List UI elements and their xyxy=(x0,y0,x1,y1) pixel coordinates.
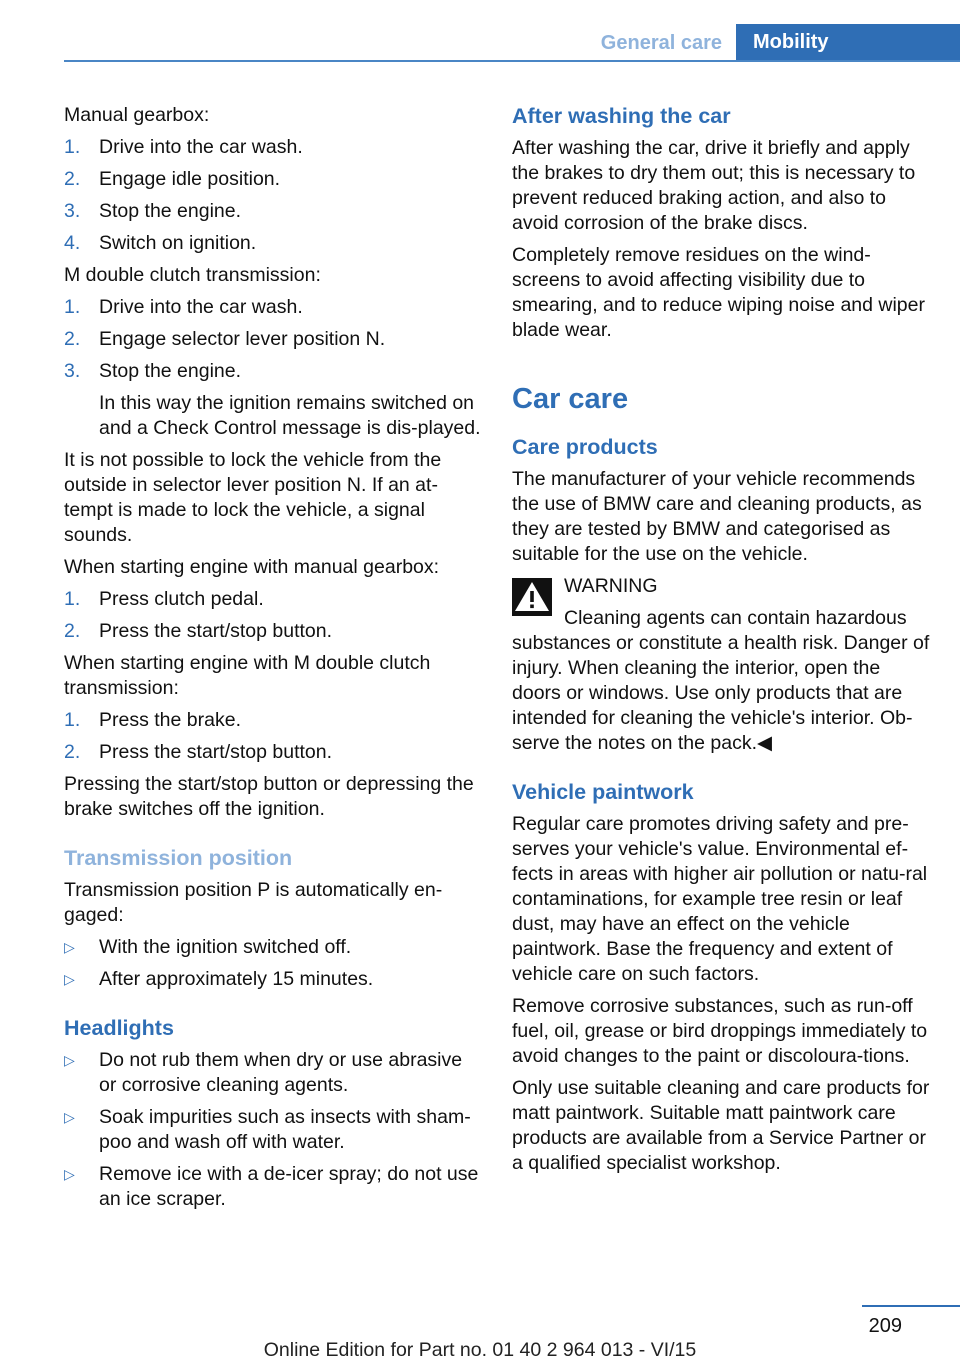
step-text: Engage idle position. xyxy=(99,168,281,190)
transmission-bullets xyxy=(64,935,484,992)
list-item xyxy=(64,935,484,960)
list-item xyxy=(64,1105,484,1155)
header-section-mobility: Mobility xyxy=(736,24,960,61)
start-manual-steps xyxy=(64,587,484,644)
step-text: Press the brake. xyxy=(99,709,241,731)
warning-text: substances or constitute a health risk. Danger of injury. When cleaning the interior, open the doors or windows. Use only products that are intended for cleaning the vehicle's interior. Ob-serve the notes on the pack.◀ xyxy=(512,632,930,754)
step-number: 2. xyxy=(64,620,81,642)
page-number: 209 xyxy=(868,1315,902,1337)
step-text: Engage selector lever position N. xyxy=(99,328,386,350)
lock-paragraph: It is not possible to lock the vehicle from the outside in selector lever position N. If an at-tempt is made to lock the vehicle, a signal sounds. xyxy=(64,449,442,546)
after-washing-paragraph-1: After washing the car, drive it briefly and apply the brakes to dry them out; this is necessary to prevent reduced braking action, and also to avoid corrosion of the brake discs. xyxy=(512,137,916,234)
paintwork-paragraph-3: Only use suitable cleaning and care products for matt paintwork. Suitable matt paintwork care products are available from a Service Partner or a qualified specialist workshop. xyxy=(512,1077,930,1174)
list-item xyxy=(64,167,484,192)
mdct-label: M double clutch transmission: xyxy=(64,264,321,286)
bullet-text: After approximately 15 minutes. xyxy=(99,968,374,990)
step-text: Stop the engine. xyxy=(99,200,242,222)
transmission-paragraph: Transmission position P is automatically en-gaged: xyxy=(64,879,443,926)
list-item xyxy=(64,1048,484,1098)
step-number: 2. xyxy=(64,328,81,350)
step-text: Press the start/stop button. xyxy=(99,741,333,763)
bullet-triangle-icon: ▷ xyxy=(64,1166,75,1182)
step-text: Stop the engine. xyxy=(99,360,242,382)
list-item xyxy=(64,231,484,256)
car-care-heading: Car care xyxy=(512,383,629,415)
step-text: Press clutch pedal. xyxy=(99,588,264,610)
list-item xyxy=(64,740,484,765)
step-number: 2. xyxy=(64,168,81,190)
warning-icon xyxy=(512,578,552,616)
list-item xyxy=(64,708,484,733)
bullet-triangle-icon: ▷ xyxy=(64,939,75,955)
warning-title: WARNING xyxy=(564,575,658,597)
start-mdct-label: When starting engine with M double clutch transmission: xyxy=(64,652,431,699)
footer-edition-text: Online Edition for Part no. 01 40 2 964 013 - VI/15 xyxy=(263,1339,697,1361)
transmission-position-heading: Transmission position xyxy=(64,846,293,870)
manual-gearbox-steps xyxy=(64,135,484,256)
start-mdct-steps xyxy=(64,708,484,765)
headlights-bullets xyxy=(64,1048,484,1212)
headlights-heading: Headlights xyxy=(64,1016,174,1040)
after-washing-paragraph-2: Completely remove residues on the wind-screens to avoid affecting visibility due to smearing, and to reduce wiping noise and wiper blade wear. xyxy=(512,244,925,341)
step-text: Switch on ignition. xyxy=(99,232,257,254)
step-text: Press the start/stop button. xyxy=(99,620,333,642)
vehicle-paintwork-heading: Vehicle paintwork xyxy=(512,780,694,804)
warning-text-first-line: Cleaning agents can contain hazardous xyxy=(564,607,907,629)
list-item xyxy=(64,199,484,224)
care-products-paragraph: The manufacturer of your vehicle recommends the use of BMW care and cleaning products, as they are tested by BMW and categorised as suitable for the use on the vehicle. xyxy=(512,468,922,565)
header-divider xyxy=(64,60,960,62)
paintwork-paragraph-1: Regular care promotes driving safety and pre-serves your vehicle's value. Environmental ef-fects in areas with higher air pollution or natu-ral contaminations, for example tree resin or leaf dust, may have an effect on the vehicle paintwork. Base the frequency and extent of vehicle care on such factors. xyxy=(512,813,928,985)
list-item xyxy=(64,327,484,352)
step-note: In this way the ignition remains switched on and a Check Control message is dis-played. xyxy=(99,392,481,439)
page-number-rule xyxy=(862,1305,960,1307)
start-manual-label: When starting engine with manual gearbox: xyxy=(64,556,440,578)
step-number: 1. xyxy=(64,588,81,610)
bullet-text: Remove ice with a de-icer spray; do not use an ice scraper. xyxy=(99,1163,479,1210)
step-number: 3. xyxy=(64,360,81,382)
pressing-paragraph: Pressing the start/stop button or depressing the brake switches off the ignition. xyxy=(64,773,474,820)
step-number: 2. xyxy=(64,741,81,763)
list-item xyxy=(64,1162,484,1212)
bullet-triangle-icon: ▷ xyxy=(64,1052,75,1068)
manual-gearbox-label: Manual gearbox: xyxy=(64,104,210,126)
step-number: 1. xyxy=(64,709,81,731)
right-column xyxy=(512,103,932,1183)
step-number: 1. xyxy=(64,296,81,318)
header-section-general-care: General care xyxy=(600,32,722,54)
paintwork-paragraph-2: Remove corrosive substances, such as run-off fuel, oil, grease or bird droppings immediately to avoid changes to the paint or discoloura-tions. xyxy=(512,995,928,1067)
left-column xyxy=(64,103,484,1219)
list-item xyxy=(64,359,484,441)
list-item xyxy=(64,967,484,992)
bullet-text: Soak impurities such as insects with sham-poo and wash off with water. xyxy=(99,1106,471,1153)
step-number: 1. xyxy=(64,136,81,158)
step-number: 3. xyxy=(64,200,81,222)
bullet-triangle-icon: ▷ xyxy=(64,1109,75,1125)
care-products-heading: Care products xyxy=(512,435,658,459)
after-washing-heading: After washing the car xyxy=(512,104,731,128)
list-item xyxy=(64,619,484,644)
bullet-triangle-icon: ▷ xyxy=(64,971,75,987)
list-item xyxy=(64,587,484,612)
bullet-text: Do not rub them when dry or use abrasive or corrosive cleaning agents. xyxy=(99,1049,463,1096)
bullet-text: With the ignition switched off. xyxy=(99,936,352,958)
list-item xyxy=(64,135,484,160)
step-number: 4. xyxy=(64,232,81,254)
mdct-steps xyxy=(64,295,484,441)
step-text: Drive into the car wash. xyxy=(99,296,303,318)
step-text: Drive into the car wash. xyxy=(99,136,303,158)
list-item xyxy=(64,295,484,320)
warning-box xyxy=(512,574,932,756)
